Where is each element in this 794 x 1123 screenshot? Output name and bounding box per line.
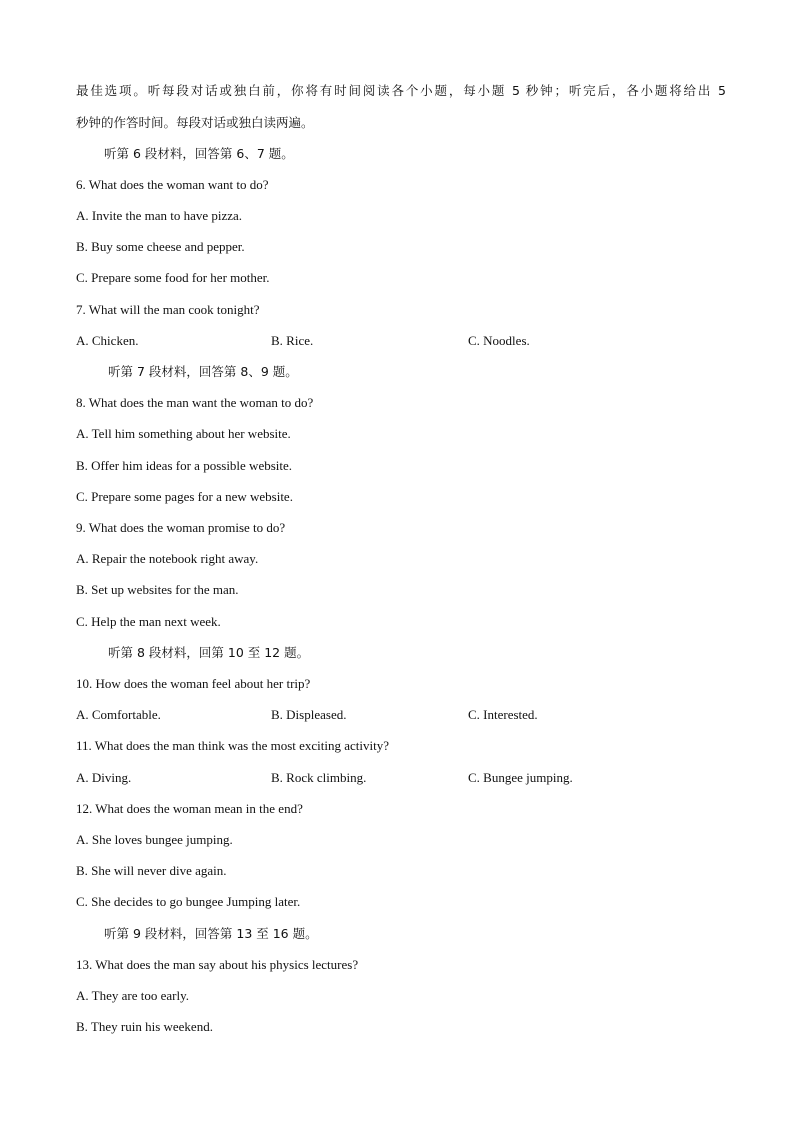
- question-6-option-a: A. Invite the man to have pizza.: [76, 208, 243, 223]
- intro-line-1: 最佳选项。听每段对话或独白前，你将有时间阅读各个小题，每小题 5 秒钟；听完后，各小题将给出 5: [76, 83, 726, 98]
- section-heading-8: 听第 8 段材料，回第 10 至 12 题。: [108, 645, 310, 660]
- question-6-option-b: B. Buy some cheese and pepper.: [76, 239, 245, 254]
- question-8-option-c: C. Prepare some pages for a new website.: [76, 489, 293, 504]
- question-10-option-c: C. Interested.: [468, 707, 538, 722]
- section-heading-9: 听第 9 段材料，回答第 13 至 16 题。: [104, 926, 318, 941]
- question-10-option-b: B. Displeased.: [271, 707, 347, 722]
- question-6-stem: 6. What does the woman want to do?: [76, 177, 269, 192]
- question-11-option-a: A. Diving.: [76, 770, 132, 785]
- question-7-option-c: C. Noodles.: [468, 333, 530, 348]
- question-8-stem: 8. What does the man want the woman to do?: [76, 395, 314, 410]
- section-heading-7: 听第 7 段材料，回答第 8、9 题。: [108, 364, 298, 379]
- question-7-option-a: A. Chicken.: [76, 333, 139, 348]
- question-7-option-b: B. Rice.: [271, 333, 314, 348]
- question-9-stem: 9. What does the woman promise to do?: [76, 520, 286, 535]
- section-heading-6: 听第 6 段材料，回答第 6、7 题。: [104, 146, 294, 161]
- question-10-option-a: A. Comfortable.: [76, 707, 161, 722]
- question-10-stem: 10. How does the woman feel about her trip?: [76, 676, 311, 691]
- question-13-option-b: B. They ruin his weekend.: [76, 1019, 213, 1034]
- question-7-stem: 7. What will the man cook tonight?: [76, 302, 260, 317]
- question-11-stem: 11. What does the man think was the most exciting activity?: [76, 738, 390, 753]
- question-8-option-b: B. Offer him ideas for a possible website.: [76, 458, 293, 473]
- question-9-option-c: C. Help the man next week.: [76, 614, 221, 629]
- question-11-option-b: B. Rock climbing.: [271, 770, 367, 785]
- question-12-option-c: C. She decides to go bungee Jumping later.: [76, 894, 301, 909]
- question-11-option-c: C. Bungee jumping.: [468, 770, 573, 785]
- question-12-option-b: B. She will never dive again.: [76, 863, 227, 878]
- question-6-option-c: C. Prepare some food for her mother.: [76, 270, 270, 285]
- question-8-option-a: A. Tell him something about her website.: [76, 426, 291, 441]
- intro-line-2: 秒钟的作答时间。每段对话或独白读两遍。: [76, 115, 314, 130]
- question-12-option-a: A. She loves bungee jumping.: [76, 832, 233, 847]
- question-13-option-a: A. They are too early.: [76, 988, 189, 1003]
- question-13-stem: 13. What does the man say about his physics lectures?: [76, 957, 359, 972]
- question-9-option-b: B. Set up websites for the man.: [76, 582, 239, 597]
- question-9-option-a: A. Repair the notebook right away.: [76, 551, 259, 566]
- question-12-stem: 12. What does the woman mean in the end?: [76, 801, 303, 816]
